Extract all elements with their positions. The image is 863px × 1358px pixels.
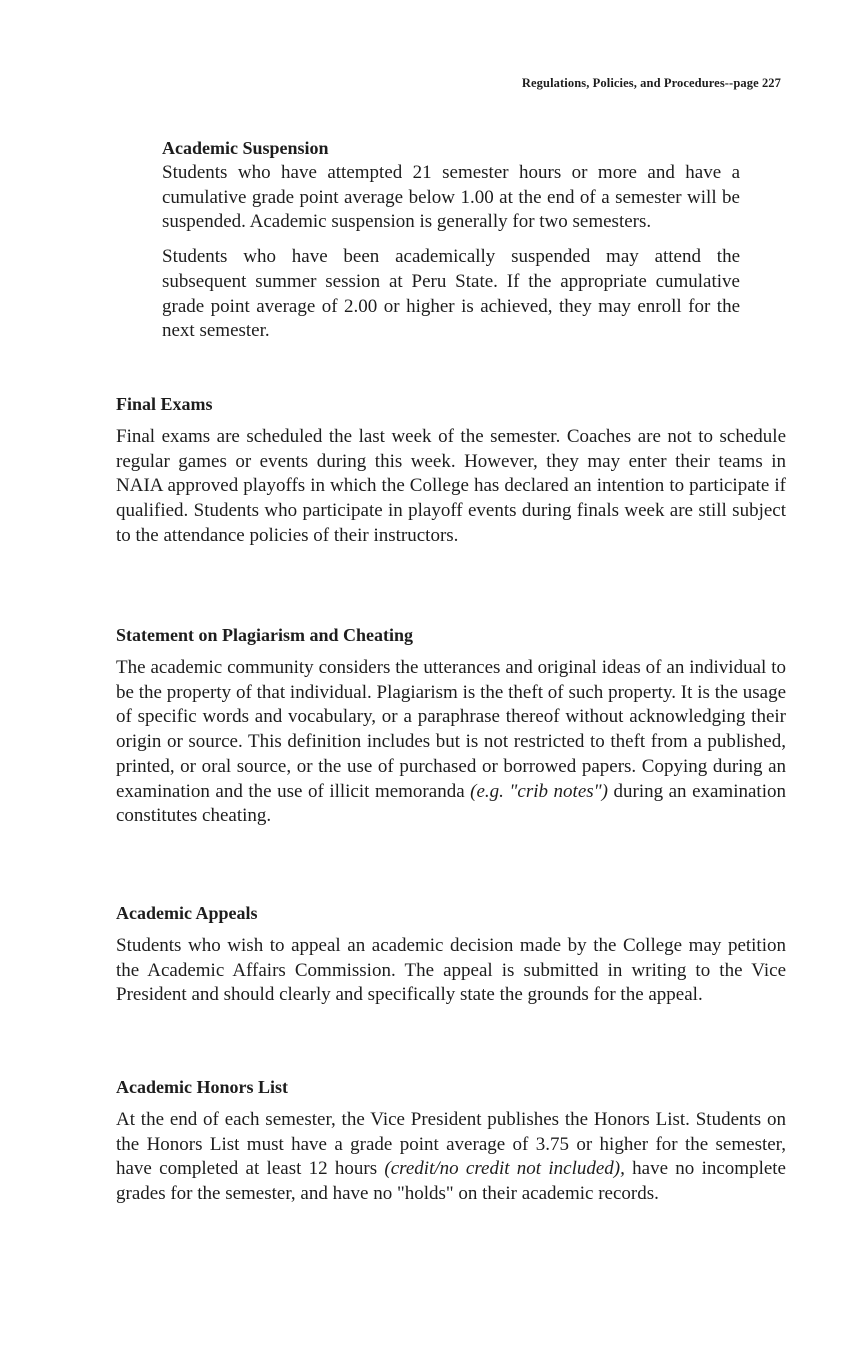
section-plagiarism [116, 624, 786, 829]
section-academic-appeals [116, 902, 786, 1008]
paragraph: Final exams are scheduled the last week of the semester. Coaches are not to schedule regular games or events during this week. However, they may enter their teams in NAIA approved playoffs in which the College has declared an intention to participate if qualified. Students who participate in playoff events during finals week are still subject to the attendance policies of their instructors. [116, 426, 786, 546]
section-academic-honors [116, 1076, 786, 1207]
text-run: The academic community considers the utterances and original ideas of an individual to be the property of that individual. Plagiarism is the theft of such property. It is the usage of specific words and vocabulary, or a paraphrase thereof without acknowledging their origin or source. This definition includes but is not restricted to theft from a published, printed, or oral source, or the use of purchased or borrowed papers. Copying during an examination and the use of illicit memoranda [116, 657, 786, 802]
section-heading: Academic Suspension [162, 138, 329, 158]
section-academic-suspension [162, 137, 740, 344]
text-run: have no incomplete grades for the semester, and have no "holds" on their academic records. [116, 1158, 786, 1205]
section-final-exams [116, 393, 786, 549]
section-heading: Statement on Plagiarism and Cheating [116, 625, 413, 645]
paragraph [116, 656, 786, 829]
section-heading: Academic Honors List [116, 1077, 288, 1097]
paragraph: Students who have attempted 21 semester hours or more and have a cumulative grade point average below 1.00 at the end of a semester will be suspended. Academic suspension is generally for two semesters. [162, 162, 740, 233]
paragraph: Students who have been academically suspended may attend the subsequent summer session at Peru State. If the appropriate cumulative grade point average of 2.00 or higher is achieved, they may enroll for the next semester. [162, 246, 740, 342]
italic-text: (e.g. "crib notes") [470, 780, 608, 802]
text-run: during an examination constitutes cheating. [116, 780, 786, 827]
running-head: Regulations, Policies, and Procedures--page 227 [521, 76, 781, 90]
paragraph: Students who wish to appeal an academic decision made by the College may petition the Academic Affairs Commission. The appeal is submitted in writing to the Vice President and should clearly and specifically state the grounds for the appeal. [116, 935, 786, 1006]
section-heading: Academic Appeals [116, 903, 258, 923]
italic-text: (credit/no credit not included), [384, 1158, 625, 1180]
paragraph [116, 1108, 786, 1207]
text-run: At the end of each semester, the Vice President publishes the Honors List. Students on the Honors List must have a grade point average of 3.75 or higher for the semester, have completed at least 12 hours [116, 1109, 786, 1180]
section-heading: Final Exams [116, 394, 213, 414]
